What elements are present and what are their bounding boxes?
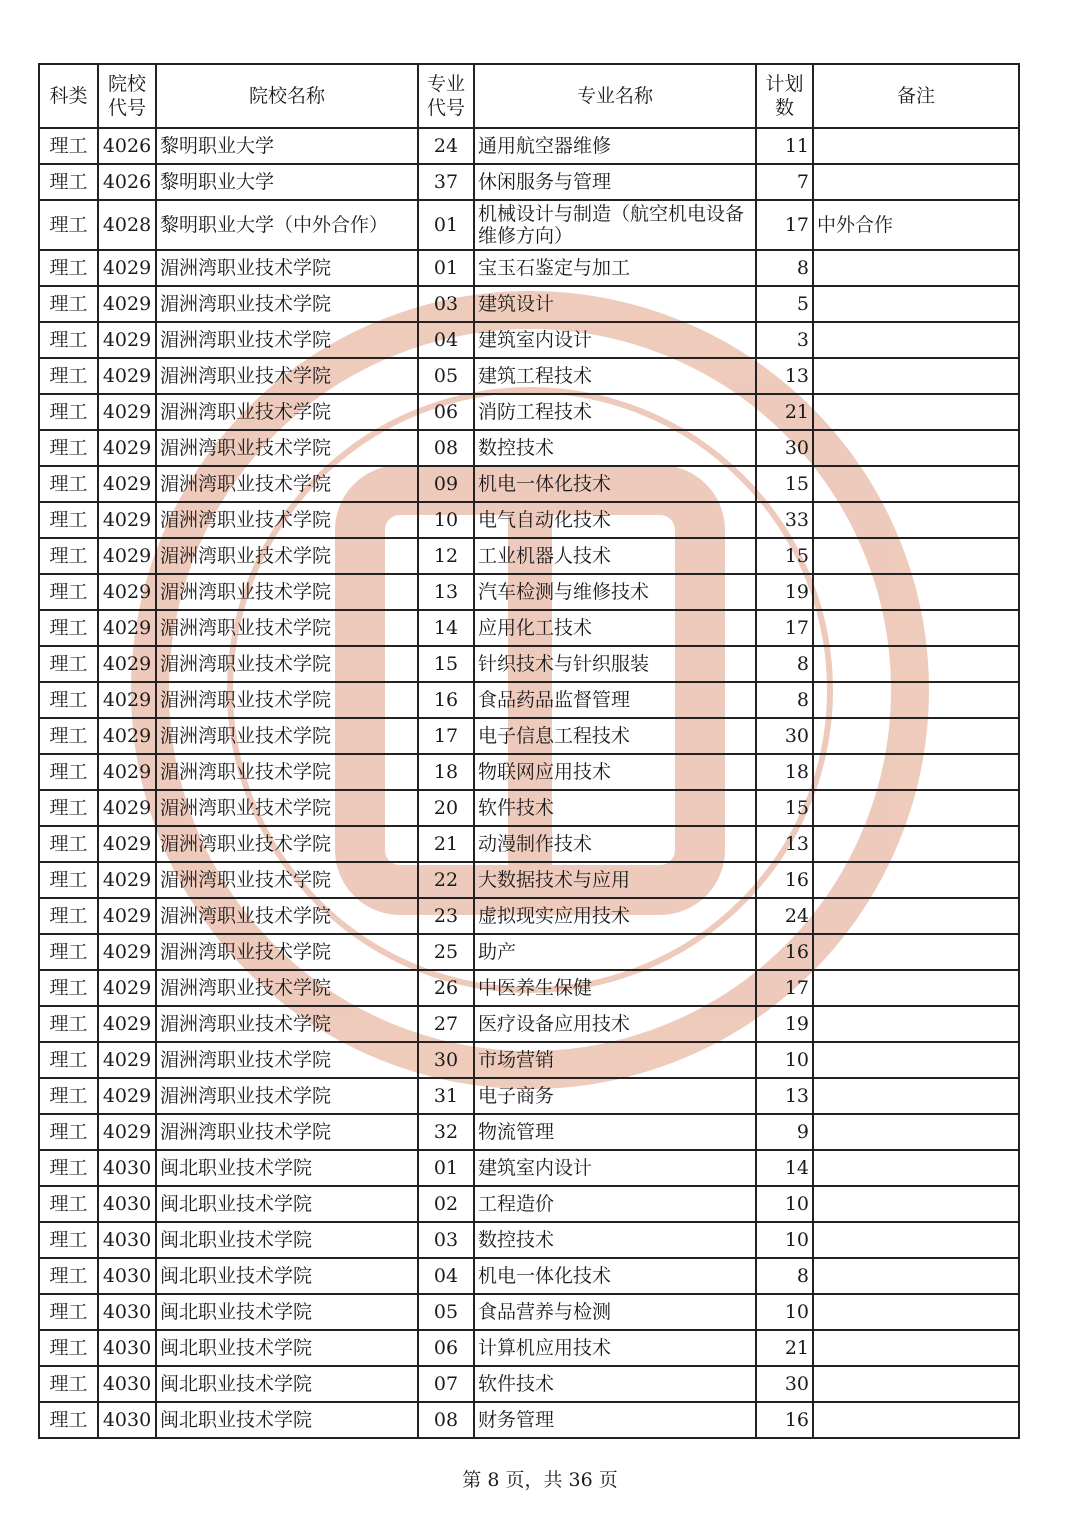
table-row <box>39 538 1019 574</box>
cell-school-name: 湄洲湾职业技术学院 <box>156 754 418 790</box>
cell-school-code: 4029 <box>98 466 156 502</box>
cell-category: 理工 <box>39 862 98 898</box>
cell-school-code: 4029 <box>98 610 156 646</box>
cell-school-name: 湄洲湾职业技术学院 <box>156 502 418 538</box>
cell-major-code: 12 <box>418 538 474 574</box>
cell-school-name: 湄洲湾职业技术学院 <box>156 826 418 862</box>
cell-major-code: 03 <box>418 286 474 322</box>
cell-school-name: 湄洲湾职业技术学院 <box>156 790 418 826</box>
table-row <box>39 898 1019 934</box>
cell-remarks <box>813 574 1019 610</box>
cell-plan-count: 5 <box>756 286 813 322</box>
cell-major-name: 大数据技术与应用 <box>474 862 756 898</box>
cell-remarks <box>813 164 1019 200</box>
cell-remarks <box>813 790 1019 826</box>
table-row <box>39 1078 1019 1114</box>
cell-major-code: 09 <box>418 466 474 502</box>
cell-remarks <box>813 970 1019 1006</box>
cell-school-code: 4029 <box>98 934 156 970</box>
table-row <box>39 1366 1019 1402</box>
cell-major-name: 动漫制作技术 <box>474 826 756 862</box>
table-row <box>39 574 1019 610</box>
cell-plan-count: 11 <box>756 128 813 164</box>
cell-category: 理工 <box>39 754 98 790</box>
cell-category: 理工 <box>39 1258 98 1294</box>
cell-remarks <box>813 1042 1019 1078</box>
cell-school-name: 湄洲湾职业技术学院 <box>156 610 418 646</box>
cell-major-code: 24 <box>418 128 474 164</box>
cell-school-name: 闽北职业技术学院 <box>156 1330 418 1366</box>
cell-plan-count: 7 <box>756 164 813 200</box>
cell-school-code: 4030 <box>98 1330 156 1366</box>
cell-major-code: 31 <box>418 1078 474 1114</box>
cell-category: 理工 <box>39 1114 98 1150</box>
header-plan-count: 计划数 <box>756 64 813 128</box>
cell-remarks <box>813 250 1019 286</box>
cell-school-name: 湄洲湾职业技术学院 <box>156 574 418 610</box>
cell-school-name: 湄洲湾职业技术学院 <box>156 862 418 898</box>
cell-remarks <box>813 1006 1019 1042</box>
cell-category: 理工 <box>39 1402 98 1438</box>
cell-major-code: 06 <box>418 394 474 430</box>
table-row <box>39 790 1019 826</box>
cell-school-code: 4029 <box>98 574 156 610</box>
cell-plan-count: 13 <box>756 358 813 394</box>
cell-major-code: 10 <box>418 502 474 538</box>
cell-major-code: 05 <box>418 358 474 394</box>
table-row <box>39 128 1019 164</box>
cell-major-name: 建筑室内设计 <box>474 1150 756 1186</box>
cell-category: 理工 <box>39 1330 98 1366</box>
cell-remarks <box>813 286 1019 322</box>
cell-category: 理工 <box>39 826 98 862</box>
table-row <box>39 934 1019 970</box>
table-row <box>39 1114 1019 1150</box>
cell-school-code: 4028 <box>98 200 156 250</box>
cell-major-name: 休闲服务与管理 <box>474 164 756 200</box>
table-row <box>39 862 1019 898</box>
table-row <box>39 250 1019 286</box>
cell-category: 理工 <box>39 430 98 466</box>
cell-major-code: 04 <box>418 322 474 358</box>
cell-school-code: 4030 <box>98 1366 156 1402</box>
table-row <box>39 754 1019 790</box>
cell-category: 理工 <box>39 466 98 502</box>
cell-school-name: 湄洲湾职业技术学院 <box>156 1114 418 1150</box>
cell-category: 理工 <box>39 898 98 934</box>
table-row <box>39 826 1019 862</box>
cell-school-name: 黎明职业大学 <box>156 128 418 164</box>
cell-category: 理工 <box>39 610 98 646</box>
cell-plan-count: 8 <box>756 1258 813 1294</box>
cell-remarks <box>813 1150 1019 1186</box>
table-row <box>39 358 1019 394</box>
cell-category: 理工 <box>39 646 98 682</box>
cell-plan-count: 30 <box>756 1366 813 1402</box>
cell-school-name: 湄洲湾职业技术学院 <box>156 538 418 574</box>
table-row <box>39 1258 1019 1294</box>
cell-school-code: 4030 <box>98 1402 156 1438</box>
cell-school-name: 湄洲湾职业技术学院 <box>156 970 418 1006</box>
cell-school-name: 湄洲湾职业技术学院 <box>156 646 418 682</box>
cell-category: 理工 <box>39 164 98 200</box>
cell-major-code: 05 <box>418 1294 474 1330</box>
cell-school-name: 湄洲湾职业技术学院 <box>156 898 418 934</box>
cell-school-code: 4029 <box>98 250 156 286</box>
cell-school-code: 4029 <box>98 898 156 934</box>
table-row <box>39 1006 1019 1042</box>
table-row <box>39 646 1019 682</box>
cell-school-code: 4030 <box>98 1294 156 1330</box>
cell-school-name: 湄洲湾职业技术学院 <box>156 250 418 286</box>
cell-major-name: 机械设计与制造（航空机电设备维修方向） <box>474 200 756 250</box>
table-row <box>39 164 1019 200</box>
cell-plan-count: 10 <box>756 1222 813 1258</box>
cell-plan-count: 16 <box>756 862 813 898</box>
header-major-code: 专业代号 <box>418 64 474 128</box>
cell-plan-count: 8 <box>756 646 813 682</box>
cell-school-name: 闽北职业技术学院 <box>156 1366 418 1402</box>
cell-category: 理工 <box>39 718 98 754</box>
table-row <box>39 1402 1019 1438</box>
cell-plan-count: 3 <box>756 322 813 358</box>
cell-plan-count: 19 <box>756 574 813 610</box>
cell-remarks <box>813 826 1019 862</box>
cell-plan-count: 18 <box>756 754 813 790</box>
cell-school-name: 湄洲湾职业技术学院 <box>156 934 418 970</box>
cell-major-code: 16 <box>418 682 474 718</box>
cell-plan-count: 17 <box>756 610 813 646</box>
cell-plan-count: 10 <box>756 1042 813 1078</box>
cell-major-code: 08 <box>418 1402 474 1438</box>
cell-remarks <box>813 682 1019 718</box>
cell-school-code: 4029 <box>98 970 156 1006</box>
cell-school-name: 黎明职业大学 <box>156 164 418 200</box>
cell-major-code: 04 <box>418 1258 474 1294</box>
cell-major-name: 物流管理 <box>474 1114 756 1150</box>
cell-plan-count: 21 <box>756 1330 813 1366</box>
cell-category: 理工 <box>39 1042 98 1078</box>
cell-school-name: 湄洲湾职业技术学院 <box>156 322 418 358</box>
cell-major-code: 08 <box>418 430 474 466</box>
cell-remarks <box>813 934 1019 970</box>
cell-school-name: 黎明职业大学（中外合作） <box>156 200 418 250</box>
cell-remarks <box>813 358 1019 394</box>
cell-major-name: 建筑室内设计 <box>474 322 756 358</box>
cell-major-code: 03 <box>418 1222 474 1258</box>
cell-remarks <box>813 754 1019 790</box>
cell-school-code: 4029 <box>98 1114 156 1150</box>
cell-major-name: 计算机应用技术 <box>474 1330 756 1366</box>
cell-plan-count: 17 <box>756 200 813 250</box>
cell-school-name: 湄洲湾职业技术学院 <box>156 1006 418 1042</box>
cell-remarks <box>813 538 1019 574</box>
cell-plan-count: 10 <box>756 1294 813 1330</box>
cell-major-name: 虚拟现实应用技术 <box>474 898 756 934</box>
cell-school-code: 4029 <box>98 538 156 574</box>
cell-school-code: 4029 <box>98 646 156 682</box>
cell-school-name: 湄洲湾职业技术学院 <box>156 718 418 754</box>
cell-category: 理工 <box>39 358 98 394</box>
cell-major-name: 医疗设备应用技术 <box>474 1006 756 1042</box>
cell-school-code: 4026 <box>98 164 156 200</box>
cell-major-name: 汽车检测与维修技术 <box>474 574 756 610</box>
cell-plan-count: 17 <box>756 970 813 1006</box>
cell-major-name: 机电一体化技术 <box>474 1258 756 1294</box>
cell-major-name: 电气自动化技术 <box>474 502 756 538</box>
cell-major-code: 07 <box>418 1366 474 1402</box>
table-row <box>39 970 1019 1006</box>
cell-school-code: 4029 <box>98 1042 156 1078</box>
cell-major-code: 23 <box>418 898 474 934</box>
cell-remarks: 中外合作 <box>813 200 1019 250</box>
cell-school-code: 4029 <box>98 754 156 790</box>
cell-major-code: 17 <box>418 718 474 754</box>
cell-plan-count: 10 <box>756 1186 813 1222</box>
cell-major-name: 助产 <box>474 934 756 970</box>
header-major-name: 专业名称 <box>474 64 756 128</box>
cell-category: 理工 <box>39 1186 98 1222</box>
cell-school-code: 4029 <box>98 1078 156 1114</box>
cell-category: 理工 <box>39 250 98 286</box>
cell-school-code: 4029 <box>98 502 156 538</box>
cell-remarks <box>813 1366 1019 1402</box>
cell-category: 理工 <box>39 1294 98 1330</box>
cell-major-name: 电子商务 <box>474 1078 756 1114</box>
cell-category: 理工 <box>39 286 98 322</box>
cell-major-name: 食品营养与检测 <box>474 1294 756 1330</box>
cell-school-name: 闽北职业技术学院 <box>156 1186 418 1222</box>
cell-school-name: 湄洲湾职业技术学院 <box>156 1042 418 1078</box>
cell-plan-count: 14 <box>756 1150 813 1186</box>
cell-category: 理工 <box>39 1366 98 1402</box>
cell-school-code: 4029 <box>98 394 156 430</box>
cell-major-code: 37 <box>418 164 474 200</box>
cell-category: 理工 <box>39 1006 98 1042</box>
cell-remarks <box>813 646 1019 682</box>
cell-plan-count: 16 <box>756 934 813 970</box>
cell-remarks <box>813 394 1019 430</box>
cell-category: 理工 <box>39 790 98 826</box>
cell-major-name: 消防工程技术 <box>474 394 756 430</box>
table-row <box>39 394 1019 430</box>
cell-remarks <box>813 718 1019 754</box>
cell-remarks <box>813 1294 1019 1330</box>
cell-school-name: 闽北职业技术学院 <box>156 1402 418 1438</box>
cell-major-code: 01 <box>418 250 474 286</box>
cell-major-code: 25 <box>418 934 474 970</box>
cell-category: 理工 <box>39 1150 98 1186</box>
cell-remarks <box>813 862 1019 898</box>
cell-school-name: 湄洲湾职业技术学院 <box>156 430 418 466</box>
cell-remarks <box>813 502 1019 538</box>
cell-school-code: 4029 <box>98 358 156 394</box>
cell-school-name: 湄洲湾职业技术学院 <box>156 286 418 322</box>
table-row <box>39 466 1019 502</box>
cell-school-name: 湄洲湾职业技术学院 <box>156 1078 418 1114</box>
cell-major-name: 机电一体化技术 <box>474 466 756 502</box>
table-row <box>39 430 1019 466</box>
cell-school-code: 4029 <box>98 1006 156 1042</box>
table-row <box>39 1042 1019 1078</box>
cell-school-code: 4026 <box>98 128 156 164</box>
cell-remarks <box>813 1186 1019 1222</box>
cell-plan-count: 15 <box>756 790 813 826</box>
cell-major-code: 13 <box>418 574 474 610</box>
cell-major-name: 中医养生保健 <box>474 970 756 1006</box>
cell-major-code: 27 <box>418 1006 474 1042</box>
cell-major-name: 软件技术 <box>474 1366 756 1402</box>
cell-major-name: 软件技术 <box>474 790 756 826</box>
cell-remarks <box>813 1258 1019 1294</box>
cell-school-code: 4029 <box>98 430 156 466</box>
cell-major-name: 宝玉石鉴定与加工 <box>474 250 756 286</box>
cell-category: 理工 <box>39 1078 98 1114</box>
cell-plan-count: 13 <box>756 1078 813 1114</box>
cell-major-code: 20 <box>418 790 474 826</box>
cell-category: 理工 <box>39 1222 98 1258</box>
cell-category: 理工 <box>39 970 98 1006</box>
cell-school-code: 4030 <box>98 1258 156 1294</box>
cell-remarks <box>813 610 1019 646</box>
cell-major-code: 32 <box>418 1114 474 1150</box>
table-row <box>39 502 1019 538</box>
cell-remarks <box>813 1114 1019 1150</box>
header-category: 科类 <box>39 64 98 128</box>
cell-school-name: 闽北职业技术学院 <box>156 1222 418 1258</box>
cell-major-code: 01 <box>418 200 474 250</box>
cell-major-name: 针织技术与针织服装 <box>474 646 756 682</box>
cell-major-name: 食品药品监督管理 <box>474 682 756 718</box>
cell-school-name: 湄洲湾职业技术学院 <box>156 358 418 394</box>
cell-remarks <box>813 430 1019 466</box>
cell-plan-count: 21 <box>756 394 813 430</box>
page-footer: 第 8 页，共 36 页 <box>462 1469 618 1491</box>
cell-school-code: 4029 <box>98 286 156 322</box>
cell-remarks <box>813 898 1019 934</box>
header-remarks: 备注 <box>813 64 1019 128</box>
cell-school-name: 闽北职业技术学院 <box>156 1294 418 1330</box>
cell-school-code: 4029 <box>98 322 156 358</box>
cell-major-name: 数控技术 <box>474 430 756 466</box>
cell-remarks <box>813 1330 1019 1366</box>
cell-school-name: 闽北职业技术学院 <box>156 1258 418 1294</box>
cell-school-code: 4029 <box>98 682 156 718</box>
cell-major-name: 应用化工技术 <box>474 610 756 646</box>
cell-major-code: 26 <box>418 970 474 1006</box>
cell-plan-count: 30 <box>756 718 813 754</box>
table-row <box>39 1150 1019 1186</box>
table-row <box>39 200 1019 250</box>
cell-plan-count: 8 <box>756 250 813 286</box>
cell-major-code: 18 <box>418 754 474 790</box>
cell-school-name: 湄洲湾职业技术学院 <box>156 466 418 502</box>
cell-major-code: 21 <box>418 826 474 862</box>
cell-category: 理工 <box>39 200 98 250</box>
cell-major-name: 建筑设计 <box>474 286 756 322</box>
cell-major-name: 市场营销 <box>474 1042 756 1078</box>
table-row <box>39 1222 1019 1258</box>
cell-school-code: 4030 <box>98 1150 156 1186</box>
cell-remarks <box>813 466 1019 502</box>
cell-major-name: 电子信息工程技术 <box>474 718 756 754</box>
cell-remarks <box>813 128 1019 164</box>
cell-school-code: 4029 <box>98 790 156 826</box>
table-row <box>39 286 1019 322</box>
cell-major-name: 财务管理 <box>474 1402 756 1438</box>
cell-major-code: 15 <box>418 646 474 682</box>
header-school-name: 院校名称 <box>156 64 418 128</box>
cell-major-name: 工程造价 <box>474 1186 756 1222</box>
cell-category: 理工 <box>39 934 98 970</box>
cell-plan-count: 15 <box>756 538 813 574</box>
cell-school-name: 湄洲湾职业技术学院 <box>156 394 418 430</box>
cell-major-name: 工业机器人技术 <box>474 538 756 574</box>
cell-major-code: 30 <box>418 1042 474 1078</box>
table-row <box>39 1330 1019 1366</box>
table-row <box>39 682 1019 718</box>
cell-plan-count: 13 <box>756 826 813 862</box>
cell-school-name: 湄洲湾职业技术学院 <box>156 682 418 718</box>
cell-remarks <box>813 1222 1019 1258</box>
cell-category: 理工 <box>39 322 98 358</box>
cell-major-name: 通用航空器维修 <box>474 128 756 164</box>
cell-school-code: 4029 <box>98 826 156 862</box>
header-school-code: 院校代号 <box>98 64 156 128</box>
table-row <box>39 322 1019 358</box>
cell-major-code: 14 <box>418 610 474 646</box>
cell-remarks <box>813 1078 1019 1114</box>
cell-school-code: 4030 <box>98 1186 156 1222</box>
cell-category: 理工 <box>39 538 98 574</box>
cell-plan-count: 30 <box>756 430 813 466</box>
cell-major-code: 06 <box>418 1330 474 1366</box>
cell-plan-count: 19 <box>756 1006 813 1042</box>
cell-school-code: 4030 <box>98 1222 156 1258</box>
cell-remarks <box>813 1402 1019 1438</box>
cell-category: 理工 <box>39 394 98 430</box>
table-row <box>39 1186 1019 1222</box>
cell-plan-count: 33 <box>756 502 813 538</box>
cell-school-name: 闽北职业技术学院 <box>156 1150 418 1186</box>
enrollment-plan-table <box>38 63 1020 1439</box>
cell-category: 理工 <box>39 574 98 610</box>
table-row <box>39 1294 1019 1330</box>
cell-major-name: 物联网应用技术 <box>474 754 756 790</box>
cell-category: 理工 <box>39 682 98 718</box>
cell-plan-count: 24 <box>756 898 813 934</box>
table-row <box>39 610 1019 646</box>
cell-category: 理工 <box>39 502 98 538</box>
cell-major-name: 建筑工程技术 <box>474 358 756 394</box>
cell-category: 理工 <box>39 128 98 164</box>
cell-plan-count: 15 <box>756 466 813 502</box>
header-row <box>39 64 1019 128</box>
table-row <box>39 718 1019 754</box>
cell-remarks <box>813 322 1019 358</box>
cell-plan-count: 8 <box>756 682 813 718</box>
cell-major-code: 01 <box>418 1150 474 1186</box>
cell-major-name: 数控技术 <box>474 1222 756 1258</box>
cell-school-code: 4029 <box>98 718 156 754</box>
cell-school-code: 4029 <box>98 862 156 898</box>
cell-major-code: 22 <box>418 862 474 898</box>
cell-major-code: 02 <box>418 1186 474 1222</box>
cell-plan-count: 9 <box>756 1114 813 1150</box>
cell-plan-count: 16 <box>756 1402 813 1438</box>
